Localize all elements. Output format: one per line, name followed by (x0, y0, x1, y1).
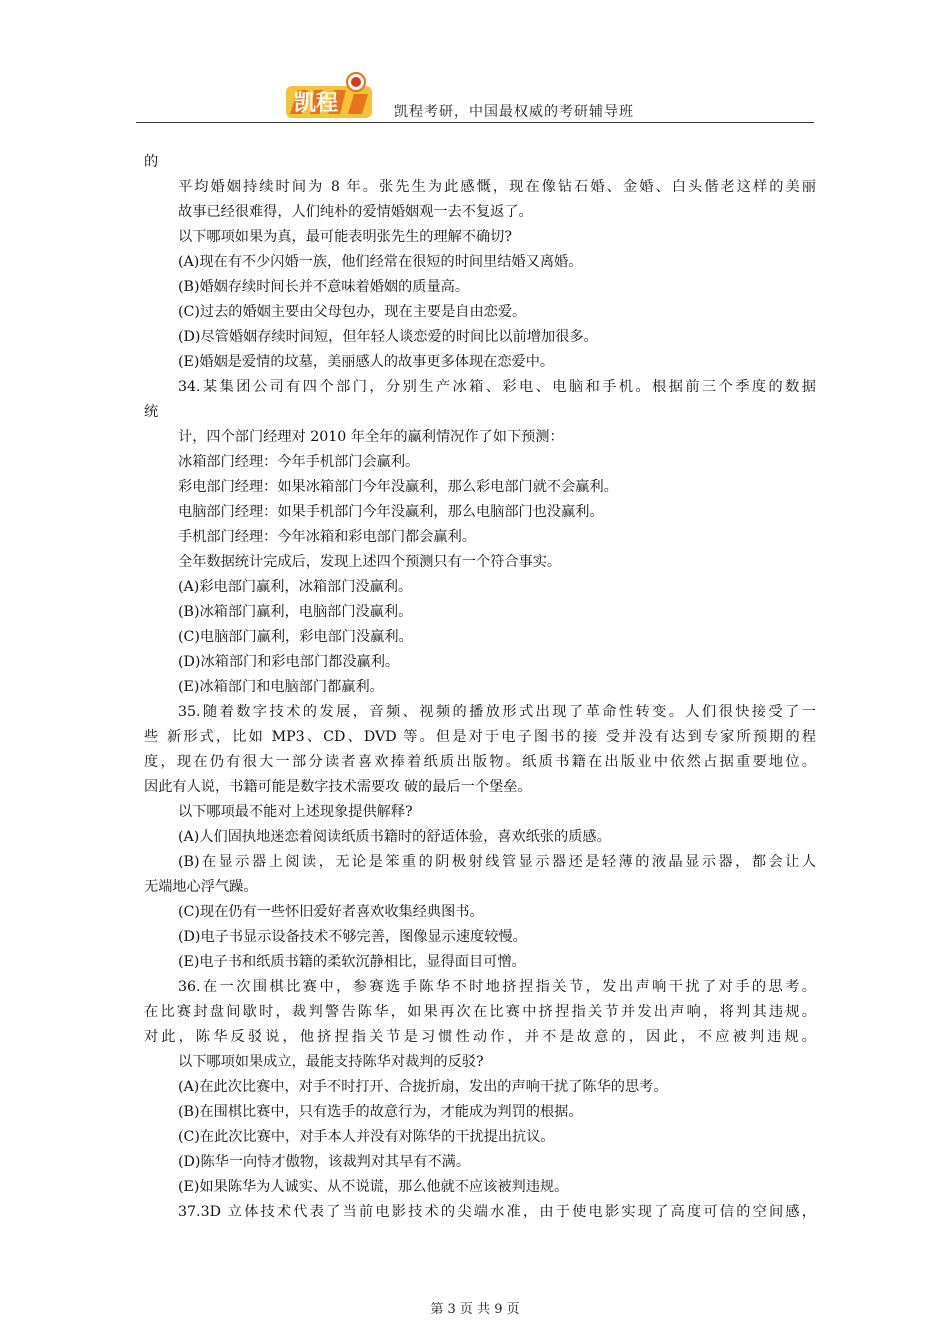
text-line: 彩电部门经理：如果冰箱部门今年没赢利，那么彩电部门就不会赢利。 (178, 479, 618, 495)
text-line: (D)电子书显示设备技术不够完善，图像显示速度较慢。 (178, 929, 527, 945)
text-line: (A)在此次比赛中，对手不时打开、合拢折扇，发出的声响干扰了陈华的思考。 (178, 1079, 668, 1095)
text-line: 对此，陈华反驳说，他挤捏指关节是习惯性动作，并不是故意的，因此，不应被判违规。 (144, 1029, 816, 1045)
text-line: 全年数据统计完成后，发现上述四个预测只有一个符合事实。 (178, 554, 562, 570)
text-line: 的 (144, 154, 159, 170)
svg-text:凯程: 凯程 (294, 91, 339, 116)
text-line: (E)电子书和纸质书籍的柔软沉静相比，显得面目可憎。 (178, 954, 526, 970)
text-line: (E)婚姻是爱情的坟墓，美丽感人的故事更多体现在恋爱中。 (178, 354, 555, 370)
text-line: 以下哪项如果成立，最能支持陈华对裁判的反驳? (178, 1054, 484, 1070)
text-line: (A)现在有不少闪婚一族，他们经常在很短的时间里结婚又离婚。 (178, 254, 583, 270)
text-line: 以下哪项如果为真，最可能表明张先生的理解不确切? (178, 229, 512, 245)
text-line: 无端地心浮气躁。 (144, 879, 258, 895)
text-line: (B)在围棋比赛中，只有选手的故意行为，才能成为判罚的根据。 (178, 1104, 583, 1120)
document-body (144, 150, 816, 1225)
text-line: 冰箱部门经理：今年手机部门会赢利。 (178, 454, 420, 470)
text-line: (C)现在仍有一些怀旧爱好者喜欢收集经典图书。 (178, 904, 484, 920)
text-line: (D)尽管婚姻存续时间短，但年轻人谈恋爱的时间比以前增加很多。 (178, 329, 598, 345)
text-line: (B)在显示器上阅读，无论是笨重的阴极射线管显示器还是轻薄的液晶显示器，都会让人 (178, 854, 816, 870)
text-line: 37.3D 立体技术代表了当前电影技术的尖端水准，由于使电影实现了高度可信的空间感， (178, 1204, 816, 1220)
text-line: (A)彩电部门赢利，冰箱部门没赢利。 (178, 579, 413, 595)
text-line: (C)过去的婚姻主要由父母包办，现在主要是自由恋爱。 (178, 304, 527, 320)
text-line: 平均婚姻持续时间为 8 年。张先生为此感慨，现在像钻石婚、金婚、白头偕老这样的美丽 (178, 179, 816, 195)
page-header (136, 60, 814, 124)
text-line: 电脑部门经理：如果手机部门今年没赢利，那么电脑部门也没赢利。 (178, 504, 604, 520)
text-line: 手机部门经理：今年冰箱和彩电部门都会赢利。 (178, 529, 476, 545)
kaicheng-logo (284, 66, 376, 122)
text-line: 在比赛封盘间歇时，裁判警告陈华，如果再次在比赛中挤捏指关节并发出声响，将判其违规。 (144, 1004, 816, 1020)
text-line: (C)电脑部门赢利，彩电部门没赢利。 (178, 629, 413, 645)
text-line: (B)冰箱部门赢利，电脑部门没赢利。 (178, 604, 413, 620)
header-divider (136, 122, 814, 123)
header-tagline: 凯程考研，中国最权威的考研辅导班 (394, 104, 634, 120)
page-number: 第 3 页 共 9 页 (430, 1302, 520, 1317)
text-line: 些 新形式，比如 MP3、CD、DVD 等。但是对于电子图书的接 受并没有达到专家所预期的程 (144, 729, 816, 745)
text-line: 计，四个部门经理对 2010 年全年的赢利情况作了如下预测： (178, 429, 564, 445)
text-line: (C)在此次比赛中，对手本人并没有对陈华的干扰提出抗议。 (178, 1129, 555, 1145)
text-line: 度，现在仍有很大一部分读者喜欢捧着纸质出版物。纸质书籍在出版业中依然占据重要地位。 (144, 754, 816, 770)
text-line: 因此有人说，书籍可能是数字技术需要攻 破的最后一个堡垒。 (144, 779, 532, 795)
text-line: (D)冰箱部门和彩电部门都没赢利。 (178, 654, 400, 670)
text-line: (D)陈华一向恃才傲物，该裁判对其早有不满。 (178, 1154, 471, 1170)
text-line: 35.随着数字技术的发展，音频、视频的播放形式出现了革命性转变。人们很快接受了一 (178, 704, 816, 720)
text-line: 36.在一次围棋比赛中，参赛选手陈华不时地挤捏指关节，发出声响干扰了对手的思考。 (178, 979, 816, 995)
text-line: 故事已经很难得，人们纯朴的爱情婚姻观一去不复返了。 (178, 204, 533, 220)
text-line: 以下哪项最不能对上述现象提供解释? (178, 804, 413, 820)
text-line: (E)如果陈华为人诚实、从不说谎，那么他就不应该被判违规。 (178, 1179, 569, 1195)
text-line: (E)冰箱部门和电脑部门都赢利。 (178, 679, 384, 695)
text-line: (B)婚姻存续时间长并不意味着婚姻的质量高。 (178, 279, 470, 295)
text-line: 34.某集团公司有四个部门，分别生产冰箱、彩电、电脑和手机。根据前三个季度的数据 (178, 379, 816, 395)
text-line: (A)人们固执地迷恋着阅读纸质书籍时的舒适体验，喜欢纸张的质感。 (178, 829, 611, 845)
text-line: 统 (144, 404, 159, 420)
